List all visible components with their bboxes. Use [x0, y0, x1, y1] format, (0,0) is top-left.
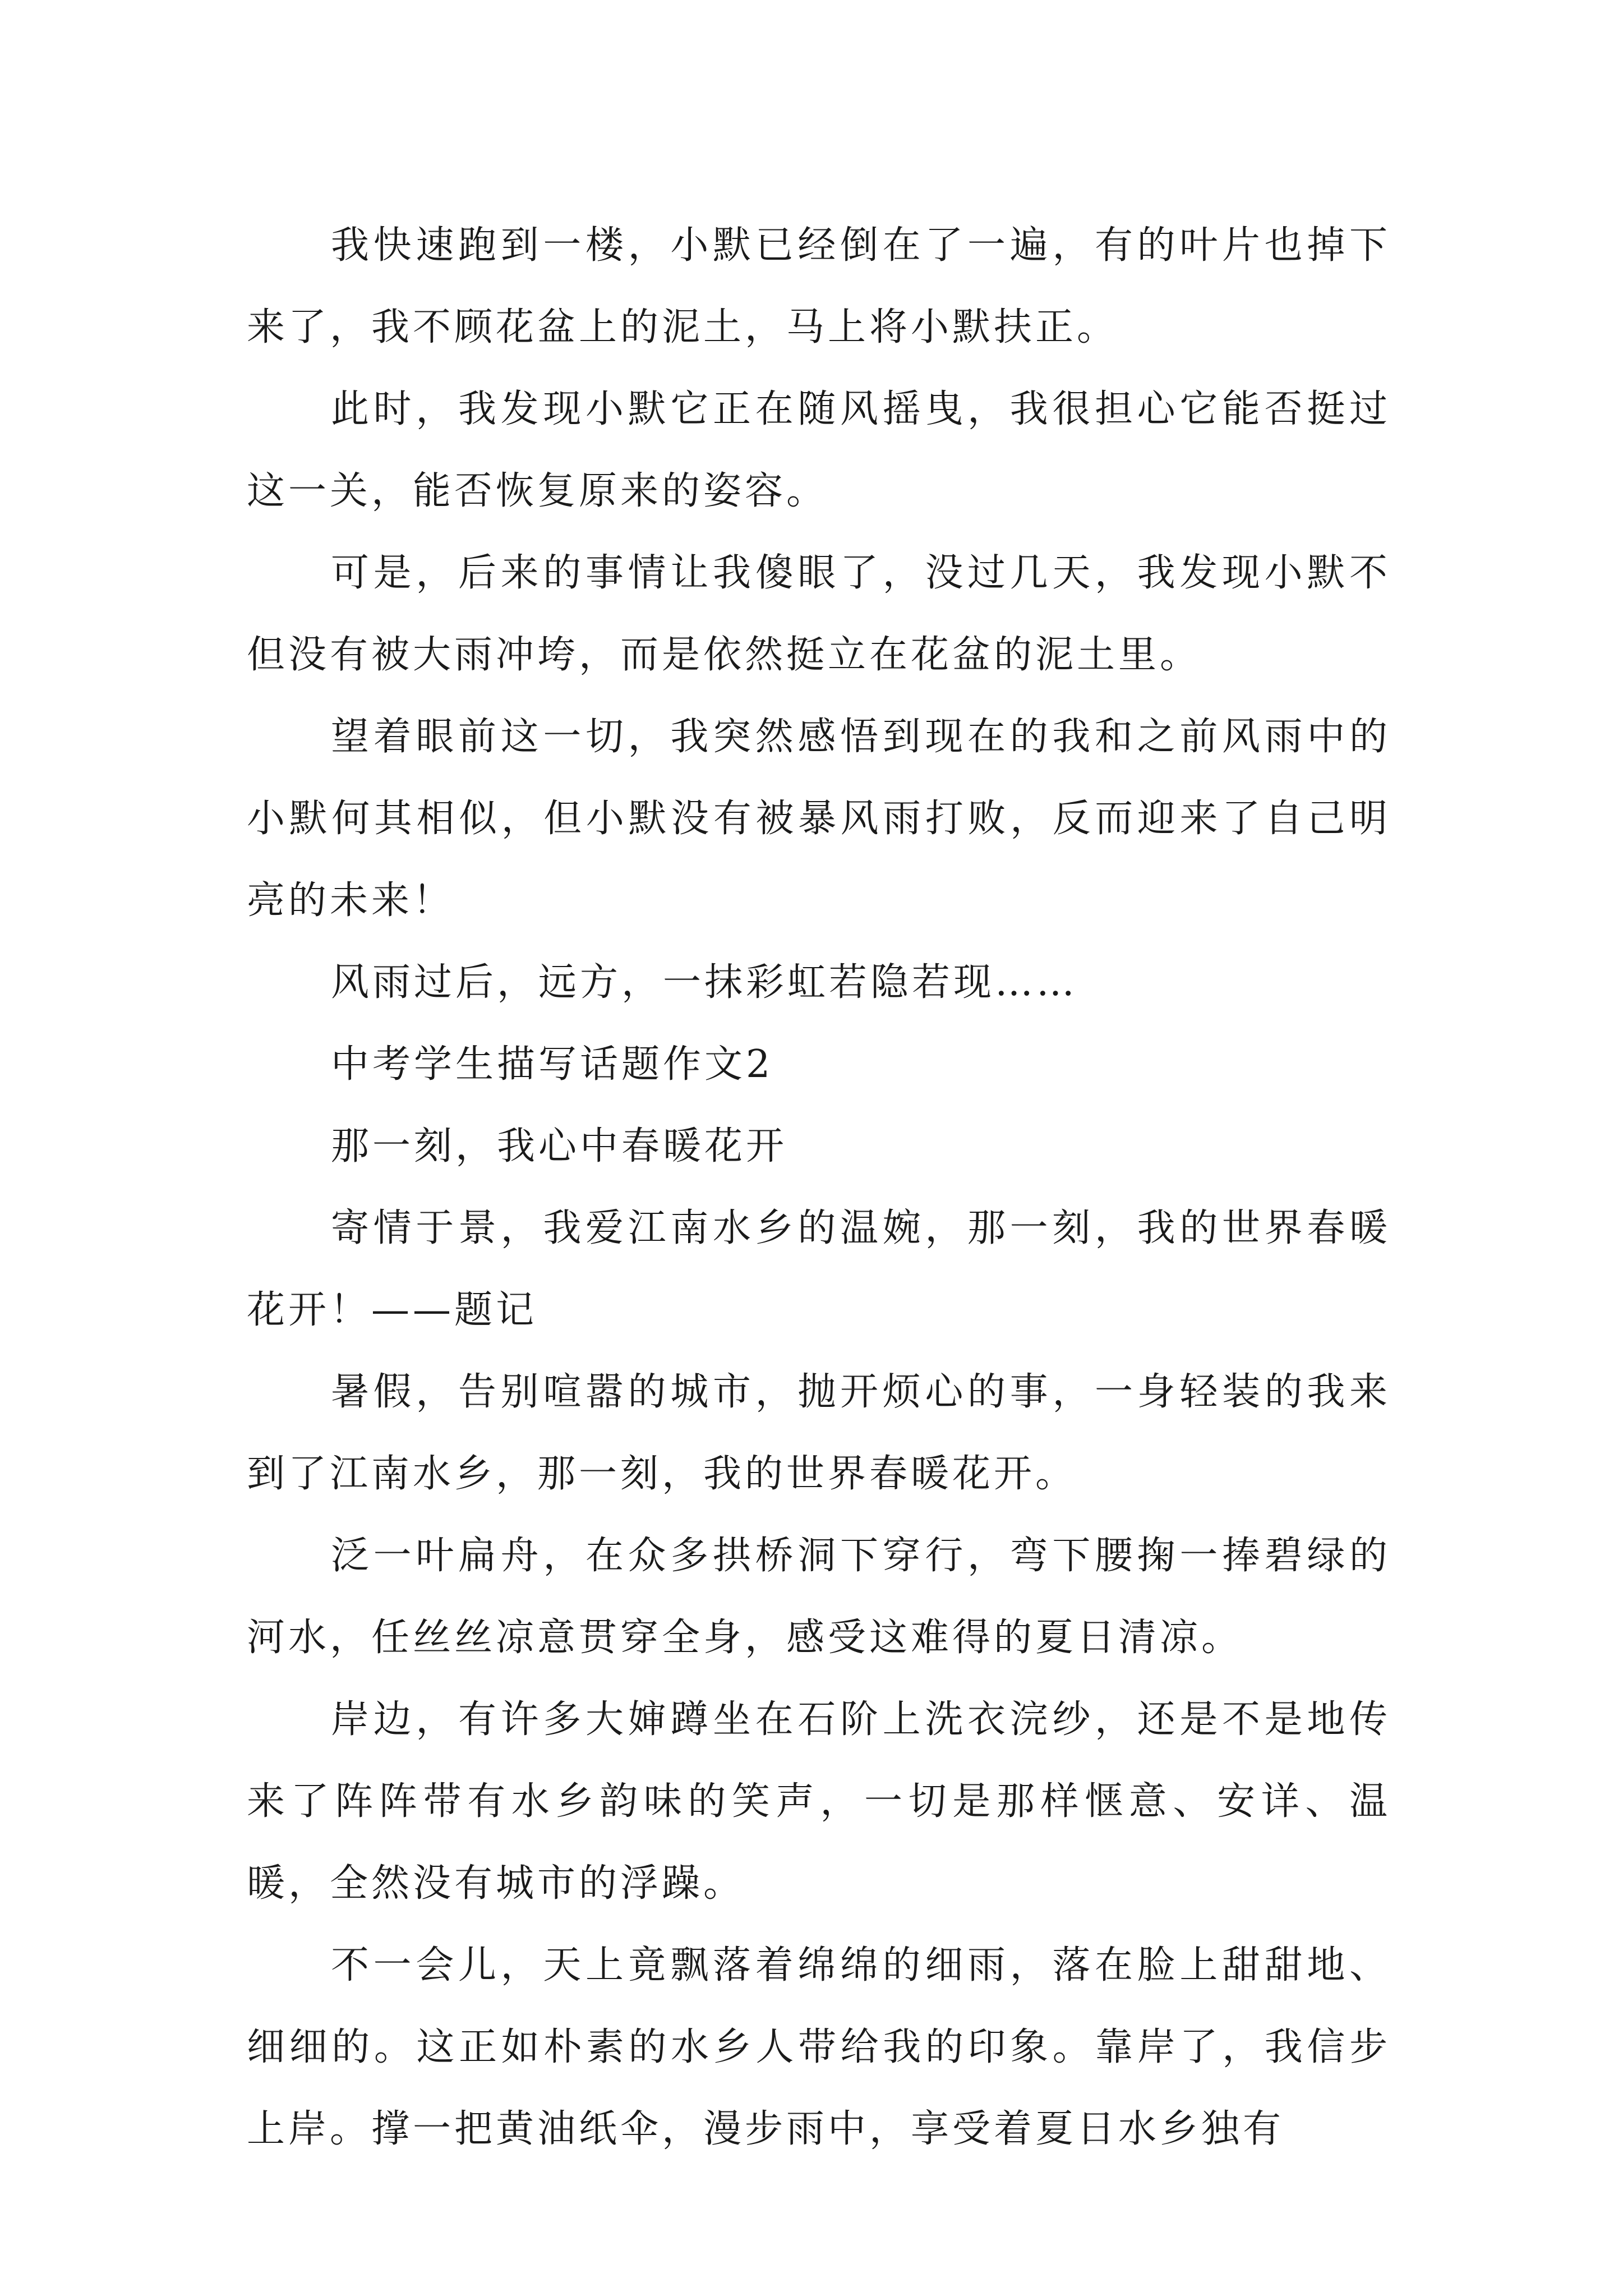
- article-title: 中考学生描写话题作文2: [331, 1042, 774, 1087]
- paragraph: 寄情于景，我爱江南水乡的温婉，那一刻，我的世界春暖花开！——题记: [247, 1206, 1391, 1332]
- paragraph: 风雨过后，远方，一抹彩虹若隐若现……: [331, 960, 1078, 1005]
- paragraph: 望着眼前这一切，我突然感悟到现在的我和之前风雨中的小默何其相似，但小默没有被暴风雨打败，反而迎来了自己明亮的未来！: [247, 715, 1391, 923]
- article-subtitle: 那一刻，我心中春暖花开: [331, 1124, 788, 1168]
- paragraph: 我快速跑到一楼，小默已经倒在了一遍，有的叶片也掉下来了，我不顾花盆上的泥土，马上将小默扶正。: [247, 223, 1391, 349]
- paragraph: 暑假，告别喧嚣的城市，抛开烦心的事，一身轻装的我来到了江南水乡，那一刻，我的世界春暖花开。: [247, 1370, 1391, 1496]
- paragraph: 可是，后来的事情让我傻眼了，没过几天，我发现小默不但没有被大雨冲垮，而是依然挺立在花盆的泥土里。: [247, 551, 1391, 677]
- paragraph: 此时，我发现小默它正在随风摇曳，我很担心它能否挺过这一关，能否恢复原来的姿容。: [247, 387, 1391, 513]
- paragraph: 不一会儿，天上竟飘落着绵绵的细雨，落在脸上甜甜地、细细的。这正如朴素的水乡人带给我的印象。靠岸了，我信步上岸。撑一把黄油纸伞，漫步雨中，享受着夏日水乡独有: [247, 1943, 1391, 2151]
- paragraph: 岸边，有许多大婶蹲坐在石阶上洗衣浣纱，还是不是地传来了阵阵带有水乡韵味的笑声，一切是那样惬意、安详、温暖，全然没有城市的浮躁。: [247, 1697, 1391, 1906]
- document-body: [247, 205, 1391, 2170]
- paragraph: 泛一叶扁舟，在众多拱桥洞下穿行，弯下腰掬一捧碧绿的河水，任丝丝凉意贯穿全身，感受这难得的夏日清凉。: [247, 1534, 1391, 1660]
